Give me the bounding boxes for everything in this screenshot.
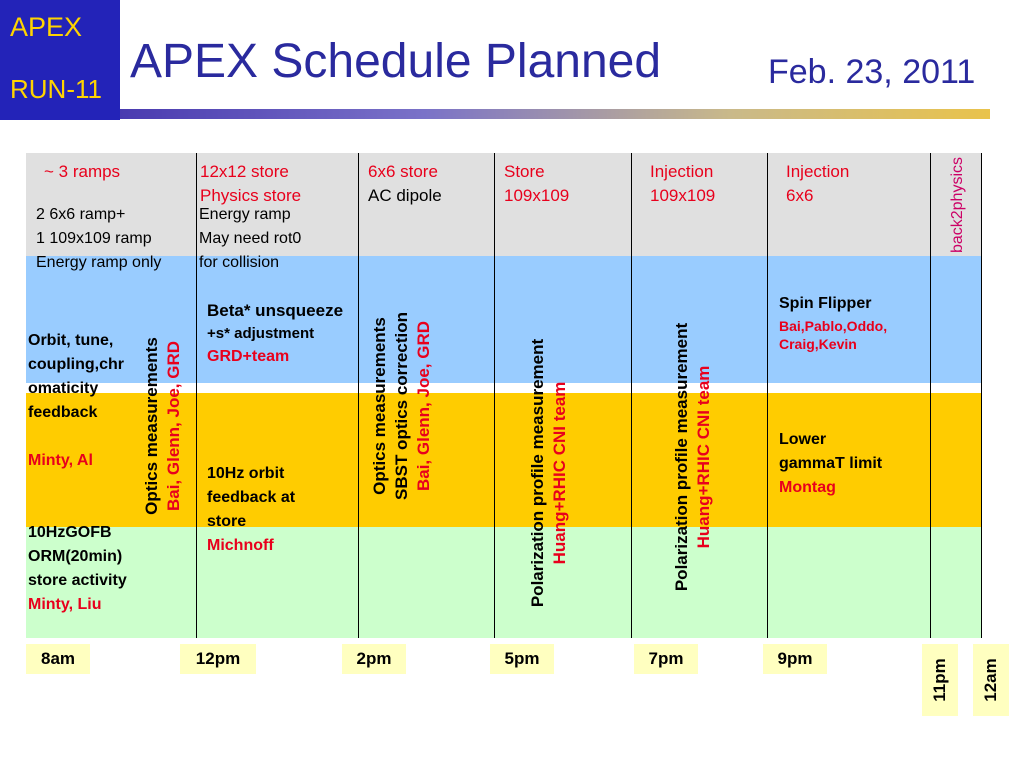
task-orbit10hz: store [207, 513, 247, 530]
col4-header: 109x109 [504, 186, 570, 205]
col1-detail: 2 6x6 ramp+ [36, 206, 126, 223]
col4-header: Store [504, 162, 545, 181]
col5-header: Injection [650, 162, 714, 181]
col5-header: 109x109 [650, 186, 716, 205]
task-polarization1: Polarization profile measurement Huang+RHIC CNI team [528, 338, 569, 608]
time-label: 12am [973, 644, 1009, 716]
task-gammat: Lower [779, 431, 827, 448]
time-label: 12pm [180, 644, 256, 674]
task-orbit: feedback [28, 404, 98, 421]
task-beta: Beta* unsqueeze [207, 301, 344, 320]
logo-run-text: RUN-11 [10, 74, 102, 104]
column-divider [358, 153, 359, 638]
task-beta-people: GRD+team [207, 348, 290, 365]
col2-header: 12x12 store [200, 162, 289, 181]
task-polarization2: Polarization profile measurement Huang+RHIC CNI team [672, 322, 713, 592]
task-optics2: Optics measurements SBST optics correction Bai, Glenn, Joe, GRD [370, 312, 433, 500]
task-orbit: omaticity [28, 380, 99, 397]
column-divider [767, 153, 768, 638]
task-orbit-people: Minty, Al [28, 452, 93, 469]
task-orbit10hz: 10Hz orbit [207, 465, 285, 482]
col1-detail: 1 109x109 ramp [36, 230, 152, 247]
col2-detail: Energy ramp [199, 206, 291, 223]
col3-header: AC dipole [368, 186, 442, 205]
column-divider [631, 153, 632, 638]
time-label: 11pm [922, 644, 958, 716]
task-gammat: gammaT limit [779, 455, 883, 472]
col3-header: 6x6 store [368, 162, 438, 181]
col1-header: ~ 3 ramps [44, 162, 121, 181]
time-label: 7pm [634, 644, 698, 674]
logo-apex-text: APEX [10, 12, 83, 42]
task-orbit10hz-people: Michnoff [207, 537, 274, 554]
task-beta: +s* adjustment [207, 325, 315, 342]
task-gofb-people: Minty, Liu [28, 596, 102, 613]
time-label: 5pm [490, 644, 554, 674]
column-divider [196, 153, 197, 638]
col6-header: 6x6 [786, 186, 814, 205]
column-divider [494, 153, 495, 638]
col2-detail: for collision [199, 254, 280, 271]
col1-detail: Energy ramp only [36, 254, 162, 271]
task-orbit: Orbit, tune, [28, 332, 114, 349]
time-label: 2pm [342, 644, 406, 674]
task-orbit: coupling,chr [28, 356, 124, 373]
task-spin-flipper: Spin Flipper [779, 295, 872, 312]
col7-header: back2physics [949, 156, 966, 254]
title-divider [120, 109, 990, 119]
column-divider [981, 153, 982, 638]
task-optics1: Optics measurements Bai, Glenn, Joe, GRD [142, 337, 183, 515]
task-gofb: store activity [28, 572, 127, 589]
time-label: 8am [26, 644, 90, 674]
col2-header: Physics store [200, 186, 302, 205]
col6-header: Injection [786, 162, 850, 181]
time-label: 9pm [763, 644, 827, 674]
page-title: APEX Schedule Planned [130, 35, 662, 88]
task-gofb: 10HzGOFB [28, 524, 112, 541]
task-gammat-people: Montag [779, 479, 836, 496]
page-date: Feb. 23, 2011 [768, 53, 976, 91]
task-gofb: ORM(20min) [28, 548, 123, 565]
task-spin-people: Bai,Pablo,Oddo, [779, 318, 888, 334]
col2-detail: May need rot0 [199, 230, 302, 247]
task-orbit10hz: feedback at [207, 489, 296, 506]
task-spin-people: Craig,Kevin [779, 336, 857, 352]
column-divider [930, 153, 931, 638]
